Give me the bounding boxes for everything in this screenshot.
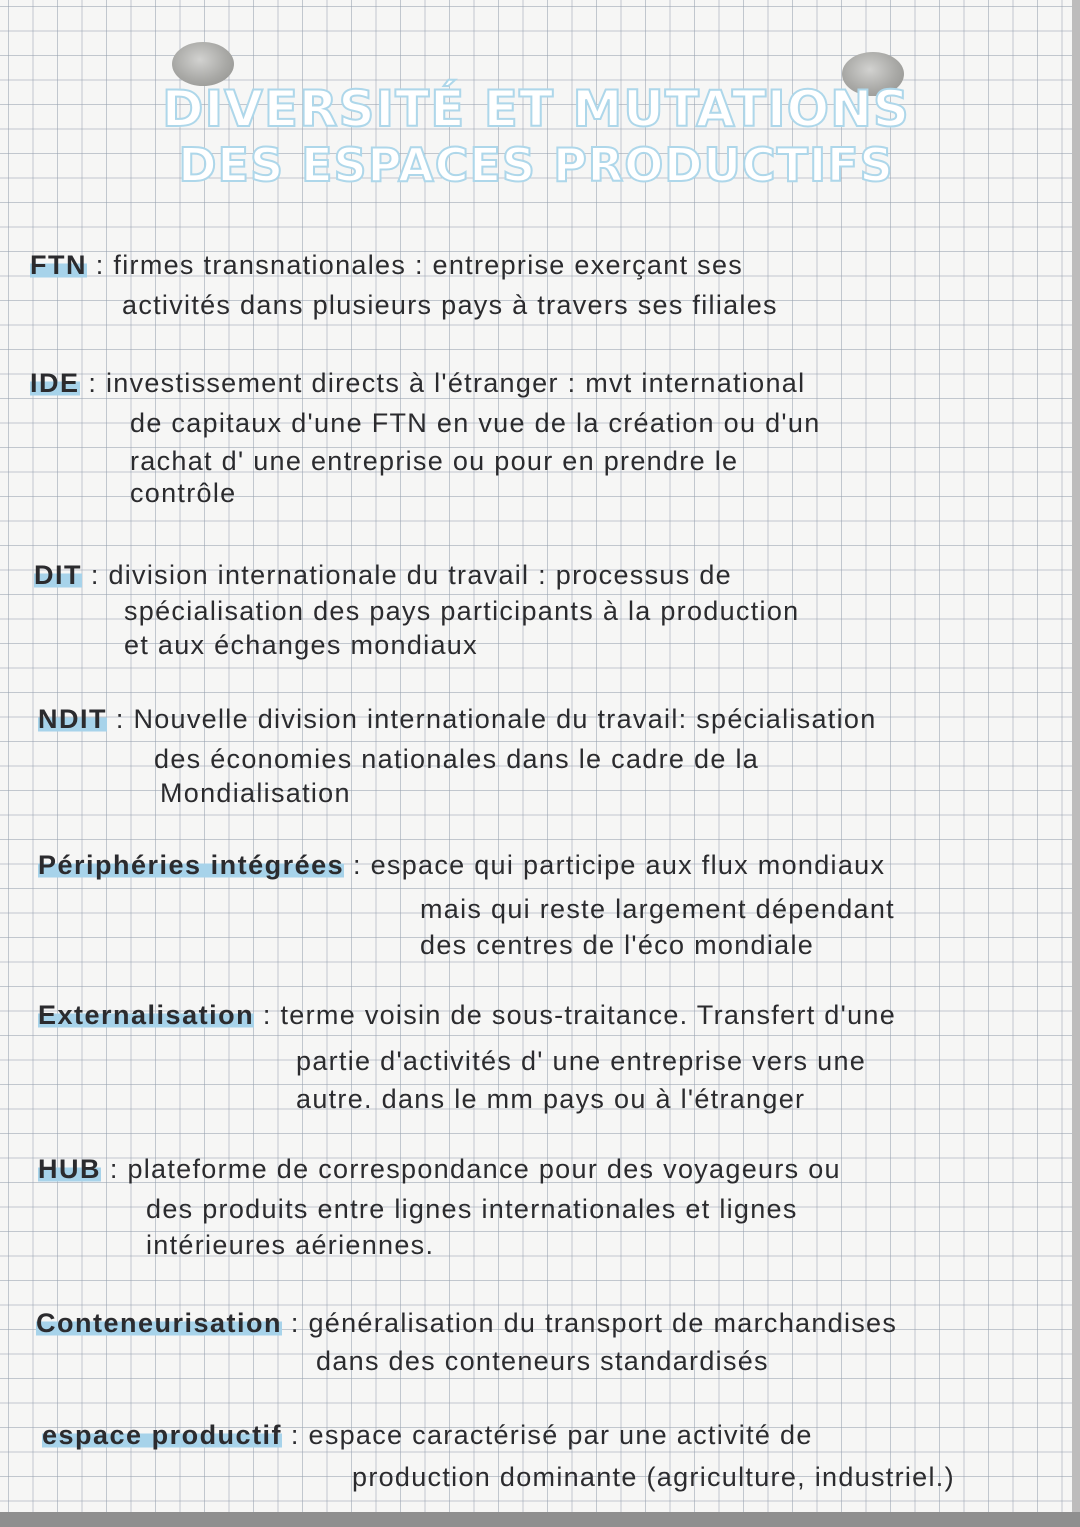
definition-line: intérieures aériennes. xyxy=(146,1230,435,1260)
definition-line: activités dans plusieurs pays à travers ses filiales xyxy=(122,290,778,320)
separator: : xyxy=(95,250,105,280)
definition-externalisation xyxy=(38,1000,896,1031)
definition-dit xyxy=(34,560,732,591)
separator: : xyxy=(115,704,125,734)
definition-line: contrôle xyxy=(130,478,237,508)
definition-line: généralisation du transport de marchandises xyxy=(308,1308,898,1338)
definition-hub xyxy=(38,1154,841,1185)
definition-line: et aux échanges mondiaux xyxy=(124,630,478,660)
definition-line: Mondialisation xyxy=(160,778,351,808)
term-espace-productif: espace productif xyxy=(42,1420,283,1450)
term-ndit: NDIT xyxy=(38,704,107,734)
definition-line: firmes transnationales : entreprise exerçant ses xyxy=(113,250,744,280)
definition-line: spécialisation des pays participants à la production xyxy=(124,596,800,626)
term-ftn: FTN xyxy=(30,250,87,280)
definition-ftn xyxy=(30,250,743,281)
definition-line: espace caractérisé par une activité de xyxy=(308,1420,813,1450)
separator: : xyxy=(90,560,100,590)
definition-ide xyxy=(30,368,805,399)
definition-line: autre. dans le mm pays ou à l'étranger xyxy=(296,1084,806,1114)
definition-line: Nouvelle division internationale du travail: spécialisation xyxy=(133,704,877,734)
definition-line: espace qui participe aux flux mondiaux xyxy=(370,850,886,880)
definition-line: terme voisin de sous-traitance. Transfert d'une xyxy=(280,1000,897,1030)
separator: : xyxy=(290,1308,300,1338)
definition-line: plateforme de correspondance pour des voyageurs ou xyxy=(127,1154,841,1184)
term-hub: HUB xyxy=(38,1154,101,1184)
definition-line: investissement directs à l'étranger : mvt international xyxy=(105,368,806,398)
definition-peripheries-integrees xyxy=(38,850,885,881)
page-title-line-1: DIVERSITÉ ET MUTATIONS xyxy=(162,80,910,138)
term-externalisation: Externalisation xyxy=(38,1000,255,1030)
page-title-line-2: DES ESPACES PRODUCTIFS xyxy=(178,138,894,192)
term-conteneurisation: Conteneurisation xyxy=(36,1308,283,1338)
separator: : xyxy=(109,1154,119,1184)
definition-ndit xyxy=(38,704,877,735)
definition-line: mais qui reste largement dépendant xyxy=(420,894,895,924)
term-peripheries-integrees: Périphéries intégrées xyxy=(38,850,345,880)
definition-line: de capitaux d'une FTN en vue de la création ou d'un xyxy=(130,408,821,438)
definition-line: des centres de l'éco mondiale xyxy=(420,930,815,960)
definition-line: partie d'activités d' une entreprise vers une xyxy=(296,1046,867,1076)
definition-line: division internationale du travail : processus de xyxy=(108,560,732,590)
separator: : xyxy=(262,1000,272,1030)
definition-line: production dominante (agriculture, industriel.) xyxy=(352,1462,955,1492)
definition-line: dans des conteneurs standardisés xyxy=(316,1346,769,1376)
definition-line: des économies nationales dans le cadre de la xyxy=(154,744,760,774)
definition-conteneurisation xyxy=(36,1308,897,1339)
term-ide: IDE xyxy=(30,368,80,398)
desk-edge xyxy=(0,1512,1080,1527)
definition-line: des produits entre lignes internationales et lignes xyxy=(146,1194,798,1224)
separator: : xyxy=(88,368,98,398)
separator: : xyxy=(290,1420,300,1450)
term-dit: DIT xyxy=(34,560,82,590)
definition-espace-productif xyxy=(42,1420,813,1451)
definition-line: rachat d' une entreprise ou pour en prendre le xyxy=(130,446,739,476)
separator: : xyxy=(352,850,362,880)
